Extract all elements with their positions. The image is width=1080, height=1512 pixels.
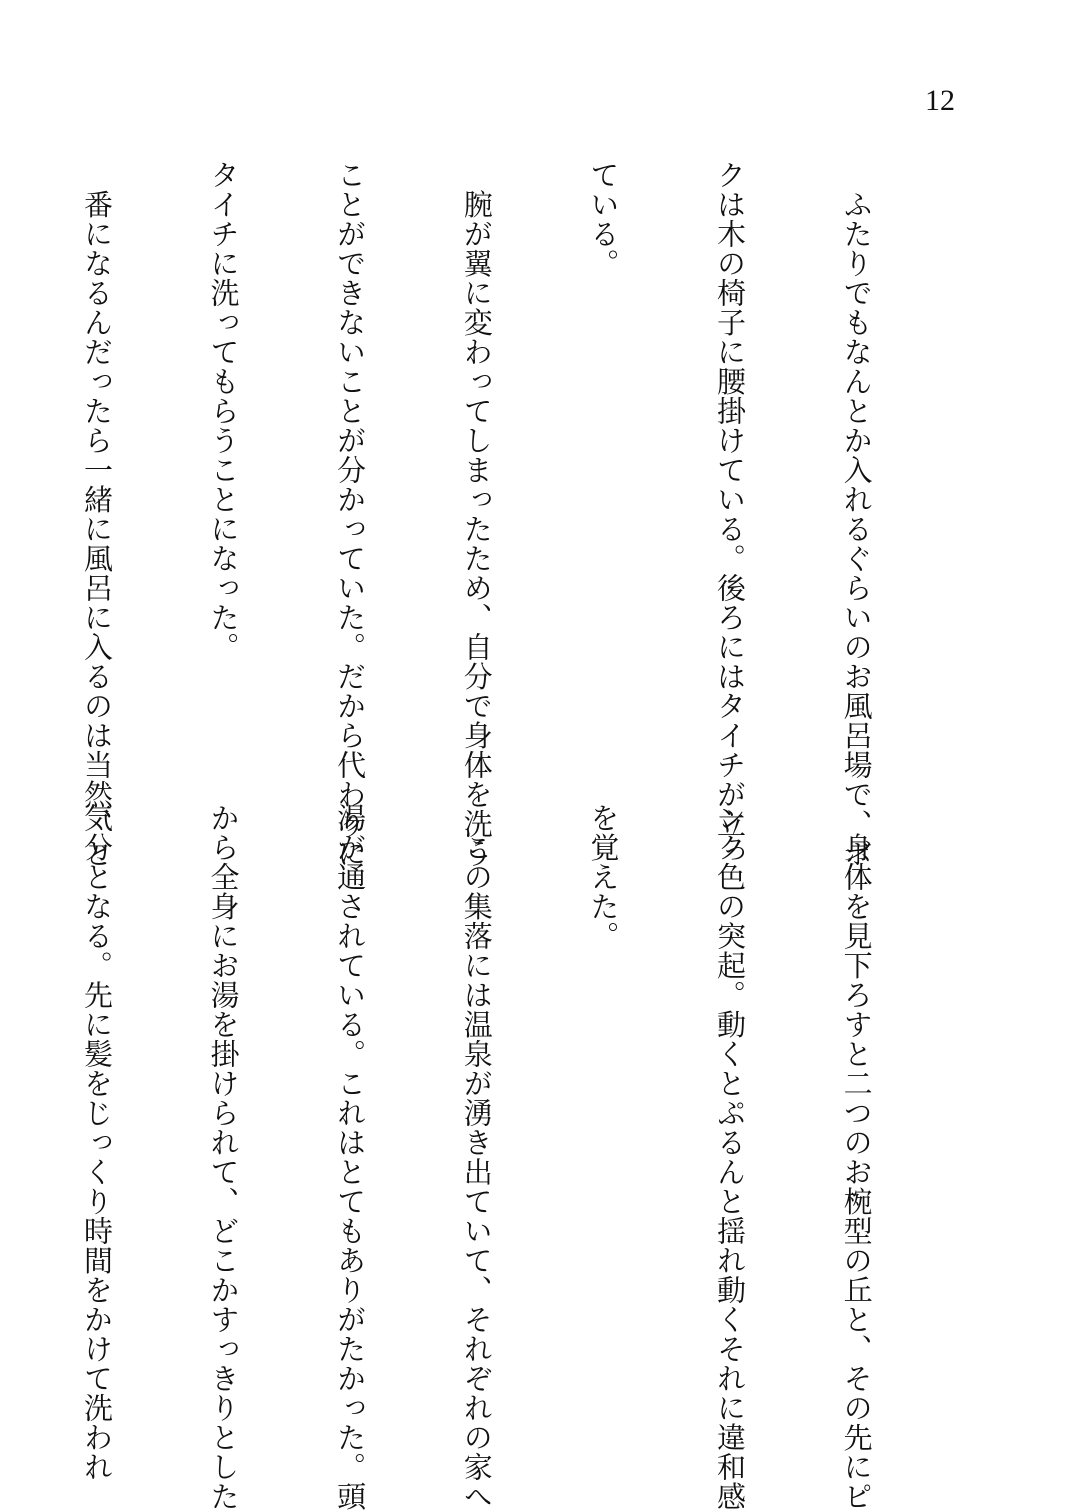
text-line: ことができないことが分かっていた。だから代わりに (333, 160, 368, 868)
text-line: ている。 (586, 160, 621, 278)
text-line: この集落には温泉が湧き出ていて、それぞれの家へ (459, 803, 494, 1511)
text-line: 身体を見下ろすと二つのお椀型の丘と、その先にピ (839, 803, 874, 1511)
text-line: ンク色の突起。動くとぷるんと揺れ動くそれに違和感 (712, 803, 747, 1511)
text-line: 番になるんだったら一緒に風呂に入るのは当然、と (79, 160, 114, 868)
page-number: 12 (925, 84, 955, 117)
text-block-bottom (0, 803, 962, 1511)
text-line: ふたりでもなんとか入れるぐらいのお風呂場で、ボ (839, 160, 874, 868)
text-line: 湯が通されている。これはとてもありがたかった。頭 (333, 803, 368, 1511)
text-line: を覚えた。 (586, 803, 621, 951)
text-line: クは木の椅子に腰掛けている。後ろにはタイチが立っ (712, 160, 747, 868)
text-line: 気分となる。先に髪をじっくり時間をかけて洗われ (79, 803, 114, 1482)
text-line: 腕が翼に変わってしまったため、自分で身体を洗う (459, 160, 494, 868)
text-block-top (0, 160, 962, 868)
text-line: タイチに洗ってもらうことになった。 (206, 160, 241, 662)
text-line: から全身にお湯を掛けられて、どこかすっきりとした (206, 803, 241, 1511)
